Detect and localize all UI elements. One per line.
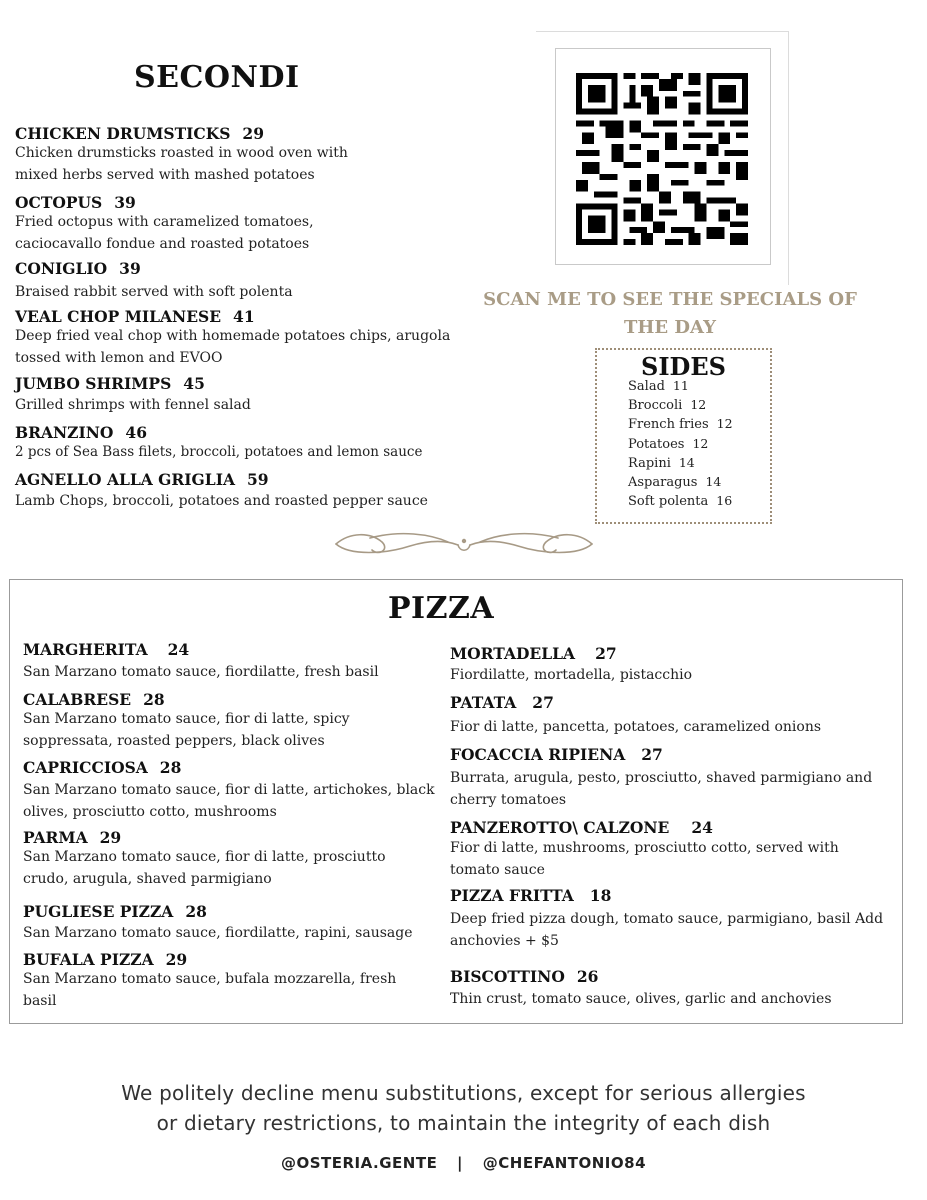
item-name: AGNELLO ALLA GRIGLIA bbox=[15, 470, 235, 489]
item-price: 39 bbox=[114, 193, 136, 212]
side-price: 11 bbox=[672, 378, 689, 393]
side-item bbox=[628, 493, 732, 509]
item-price: 27 bbox=[641, 745, 663, 764]
menu-item bbox=[23, 950, 443, 1012]
item-price: 46 bbox=[125, 423, 147, 442]
item-name: CONIGLIO bbox=[15, 259, 108, 278]
side-price: 14 bbox=[678, 455, 695, 470]
item-description: San Marzano tomato sauce, fior di latte, artichokes, black olives, prosciutto cotto, mushrooms bbox=[23, 782, 435, 820]
pizza-title: PIZZA bbox=[388, 591, 495, 626]
item-description: San Marzano tomato sauce, fior di latte, spicy soppressata, roasted peppers, black olives bbox=[23, 711, 350, 749]
item-description: San Marzano tomato sauce, bufala mozzarella, fresh basil bbox=[23, 971, 397, 1009]
instagram-handle-osteria[interactable]: @OSTERIA.GENTE bbox=[280, 1154, 438, 1172]
side-item bbox=[628, 397, 706, 413]
instagram-handle-chef[interactable]: @CHEFANTONIO84 bbox=[482, 1154, 647, 1172]
policy-note-line: or dietary restrictions, to maintain the integrity of each dish bbox=[156, 1111, 771, 1135]
side-name: Salad bbox=[628, 379, 665, 394]
item-name: BUFALA PIZZA bbox=[23, 950, 154, 969]
item-name: OCTOPUS bbox=[15, 193, 103, 212]
item-name: PATATA bbox=[450, 693, 517, 712]
side-name: Soft polenta bbox=[628, 494, 709, 509]
item-description: 2 pcs of Sea Bass filets, broccoli, potatoes and lemon sauce bbox=[15, 444, 423, 460]
item-name: JUMBO SHRIMPS bbox=[15, 374, 172, 393]
flourish-divider-icon bbox=[330, 528, 598, 560]
social-handles bbox=[0, 1154, 927, 1172]
item-name: BRANZINO bbox=[15, 423, 114, 442]
side-price: 16 bbox=[716, 493, 733, 508]
side-name: Asparagus bbox=[628, 475, 698, 490]
qr-caption: SCAN ME TO SEE THE SPECIALS OF THE DAY bbox=[483, 289, 857, 338]
item-name: MARGHERITA bbox=[23, 640, 148, 659]
side-name: Broccoli bbox=[628, 398, 683, 413]
qr-code-icon[interactable] bbox=[576, 73, 748, 245]
item-price: 29 bbox=[165, 950, 188, 969]
item-description: Lamb Chops, broccoli, potatoes and roasted pepper sauce bbox=[15, 493, 428, 509]
side-item bbox=[628, 455, 695, 471]
item-description: San Marzano tomato sauce, fiordilatte, rapini, sausage bbox=[23, 925, 413, 941]
side-item bbox=[628, 378, 689, 394]
side-price: 12 bbox=[692, 436, 709, 451]
menu-item bbox=[23, 640, 443, 684]
qr-frame[interactable] bbox=[555, 48, 771, 265]
menu-item bbox=[450, 745, 873, 811]
item-price: 24 bbox=[691, 818, 713, 837]
side-price: 12 bbox=[690, 397, 707, 412]
item-name: PANZEROTTO\ CALZONE bbox=[450, 818, 670, 837]
side-item bbox=[628, 416, 733, 432]
sides-title: SIDES bbox=[641, 352, 726, 381]
item-price: 18 bbox=[589, 886, 612, 905]
menu-item bbox=[450, 644, 870, 687]
menu-item bbox=[15, 259, 495, 304]
item-price: 27 bbox=[595, 644, 617, 663]
item-name: PIZZA FRITTA bbox=[450, 886, 574, 905]
item-price: 29 bbox=[99, 828, 122, 847]
menu-item bbox=[23, 902, 443, 945]
item-name: CHICKEN DRUMSTICKS bbox=[15, 124, 231, 143]
item-description: Deep fried pizza dough, tomato sauce, parmigiano, basil Add anchovies + $5 bbox=[450, 911, 884, 949]
side-name: Potatoes bbox=[628, 437, 685, 452]
item-name: CAPRICCIOSA bbox=[23, 758, 148, 777]
menu-item bbox=[23, 828, 443, 890]
menu-item bbox=[450, 693, 870, 739]
secondi-title: SECONDI bbox=[134, 60, 300, 95]
handle-separator: | bbox=[457, 1154, 464, 1172]
side-name: French fries bbox=[628, 417, 709, 432]
item-description: Thin crust, tomato sauce, olives, garlic and anchovies bbox=[450, 991, 832, 1007]
menu-item bbox=[23, 758, 443, 823]
menu-item bbox=[15, 124, 495, 186]
item-name: MORTADELLA bbox=[450, 644, 576, 663]
item-description: Fried octopus with caramelized tomatoes, caciocavallo fondue and roasted potatoes bbox=[15, 214, 314, 252]
item-description: Chicken drumsticks roasted in wood oven with mixed herbs served with mashed potatoes bbox=[15, 145, 348, 183]
item-price: 45 bbox=[183, 374, 205, 393]
item-name: PARMA bbox=[23, 828, 88, 847]
item-price: 28 bbox=[185, 902, 207, 921]
item-name: PUGLIESE PIZZA bbox=[23, 902, 174, 921]
item-description: Deep fried veal chop with homemade potatoes chips, arugola tossed with lemon and EVOO bbox=[15, 328, 451, 366]
item-description: Fiordilatte, mortadella, pistacchio bbox=[450, 667, 693, 683]
menu-item bbox=[15, 374, 495, 417]
item-description: Fior di latte, mushrooms, prosciutto cotto, served with tomato sauce bbox=[450, 840, 839, 878]
item-description: San Marzano tomato sauce, fior di latte, prosciutto crudo, arugula, shaved parmigiano bbox=[23, 849, 386, 887]
side-price: 12 bbox=[716, 416, 733, 431]
menu-item bbox=[15, 423, 495, 464]
item-name: FOCACCIA RIPIENA bbox=[450, 745, 626, 764]
item-description: Burrata, arugula, pesto, prosciutto, shaved parmigiano and cherry tomatoes bbox=[450, 770, 873, 808]
item-price: 39 bbox=[119, 259, 141, 278]
item-name: VEAL CHOP MILANESE bbox=[15, 307, 222, 326]
item-name: CALABRESE bbox=[23, 690, 132, 709]
item-price: 59 bbox=[246, 470, 269, 489]
item-price: 28 bbox=[159, 758, 182, 777]
item-description: Grilled shrimps with fennel salad bbox=[15, 397, 251, 413]
sides-box bbox=[595, 348, 772, 524]
side-item bbox=[628, 474, 721, 490]
menu-item bbox=[15, 193, 495, 255]
menu-item bbox=[450, 818, 870, 881]
item-description: Fior di latte, pancetta, potatoes, caramelized onions bbox=[450, 719, 822, 735]
item-price: 26 bbox=[576, 967, 599, 986]
policy-note-line: We politely decline menu substitutions, except for serious allergies bbox=[121, 1081, 806, 1105]
menu-item bbox=[23, 690, 443, 752]
menu-item bbox=[450, 967, 870, 1011]
item-description: San Marzano tomato sauce, fiordilatte, fresh basil bbox=[23, 664, 379, 680]
item-price: 41 bbox=[233, 307, 255, 326]
item-price: 27 bbox=[532, 693, 554, 712]
item-price: 28 bbox=[143, 690, 165, 709]
side-price: 14 bbox=[705, 474, 722, 489]
menu-item bbox=[450, 886, 884, 952]
side-name: Rapini bbox=[628, 456, 671, 471]
side-item bbox=[628, 436, 708, 452]
item-price: 29 bbox=[242, 124, 264, 143]
item-name: BISCOTTINO bbox=[450, 967, 565, 986]
item-price: 24 bbox=[167, 640, 190, 659]
menu-item bbox=[15, 307, 495, 369]
item-description: Braised rabbit served with soft polenta bbox=[15, 284, 293, 300]
menu-item bbox=[15, 470, 495, 513]
